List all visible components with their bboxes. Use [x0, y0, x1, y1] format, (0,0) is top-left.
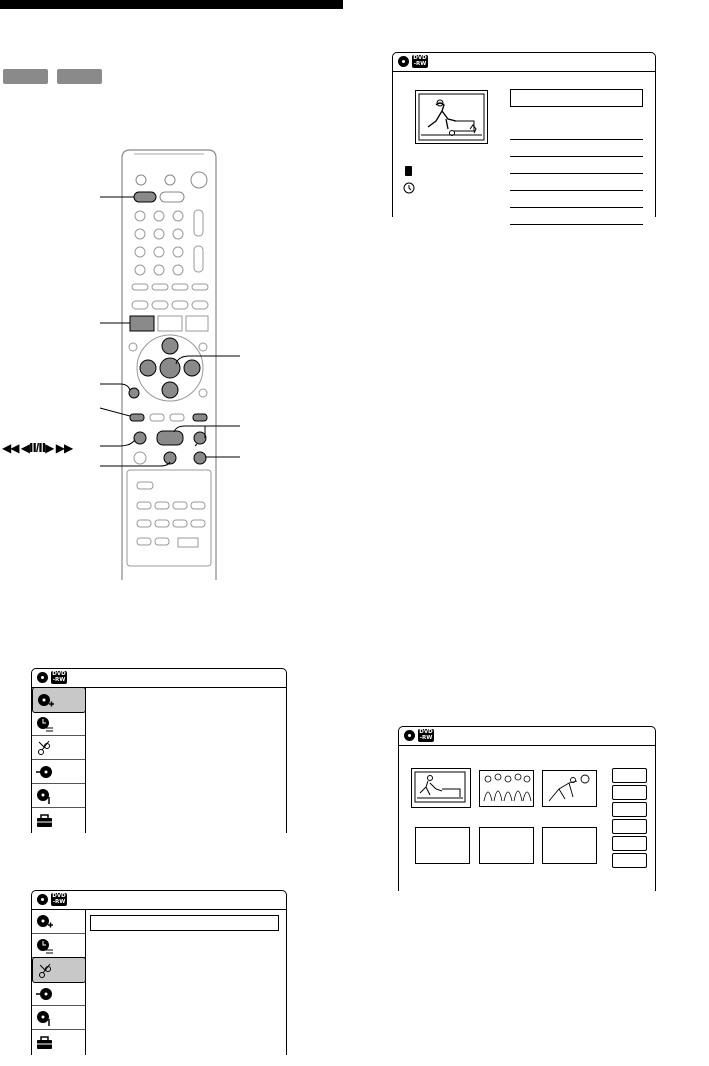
menu-item-setup[interactable] [32, 807, 85, 831]
menu-sidebar [32, 909, 86, 1055]
disc-icon [37, 894, 48, 905]
title-name-field[interactable] [510, 89, 643, 107]
list-row [510, 140, 643, 157]
remote-control-illustration [0, 140, 245, 580]
menu-screen-1 [31, 668, 287, 833]
dvd-rw-logo: DVD -RW [52, 893, 66, 905]
submenu-field[interactable] [90, 915, 279, 931]
dvd-rw-logo: DVD -RW [413, 55, 427, 67]
thumbnail-empty[interactable] [479, 827, 534, 864]
disc-pin-icon [35, 786, 55, 806]
disc-icon [404, 730, 415, 741]
disc-plus-icon [36, 691, 56, 711]
menu-item-timer[interactable] [32, 933, 85, 958]
screen-header [32, 669, 286, 688]
arrow-disc-icon [35, 762, 55, 782]
toolbox-icon [35, 1032, 55, 1052]
info-list [510, 123, 643, 225]
side-option-button[interactable] [612, 768, 647, 783]
disc-type-tag [57, 69, 102, 84]
menu-item-edit[interactable] [32, 957, 86, 983]
thumbnail-selected[interactable] [411, 768, 471, 808]
section-title-bar [0, 0, 343, 9]
clock-icon [403, 182, 415, 194]
menu-item-edit[interactable] [32, 735, 85, 760]
menu-item-disc-plus[interactable] [32, 687, 86, 713]
screen-header [32, 891, 286, 910]
menu-item-setup[interactable] [32, 1029, 85, 1053]
clock-disc-icon [35, 714, 55, 734]
menu-item-disc-plus[interactable] [32, 909, 85, 934]
menu-sidebar [32, 687, 86, 833]
disc-icon [398, 56, 409, 67]
list-row [510, 157, 643, 174]
goalkeeper-picture [543, 771, 596, 806]
list-row [510, 191, 643, 208]
side-option-button[interactable] [612, 785, 647, 800]
title-list-screen [398, 726, 656, 891]
menu-item-timer[interactable] [32, 711, 85, 736]
screen-header [399, 727, 655, 746]
list-row [510, 208, 643, 225]
side-option-button[interactable] [612, 802, 647, 817]
disc-plus-icon [35, 912, 55, 932]
disc-icon [37, 672, 48, 683]
menu-item-dubbing[interactable] [32, 981, 85, 1006]
menu-screen-2 [31, 890, 287, 1055]
soccer-player-picture [416, 91, 487, 143]
playback-buttons-label: ◀◀ ◀Ⅱ/Ⅱ▶ ▶▶ [2, 441, 73, 455]
soccer-player-picture [412, 769, 468, 805]
scissors-icon [35, 738, 55, 758]
thumbnail-empty[interactable] [415, 827, 470, 864]
menu-item-disc-setting[interactable] [32, 783, 85, 808]
list-row [510, 123, 643, 140]
side-option-button[interactable] [612, 853, 647, 868]
clock-disc-icon [35, 936, 55, 956]
dvd-rw-logo: DVD -RW [52, 671, 66, 683]
dvd-rw-logo: DVD -RW [419, 729, 433, 741]
disc-pin-icon [35, 1008, 55, 1028]
title-number-icon [405, 166, 412, 176]
disc-type-tag [3, 69, 48, 84]
scissors-icon [36, 961, 56, 981]
thumbnail[interactable] [542, 770, 597, 807]
list-row [510, 174, 643, 191]
crowd-picture [480, 771, 533, 806]
title-info-screen [392, 52, 656, 217]
side-option-button[interactable] [612, 819, 647, 834]
side-option-button[interactable] [612, 836, 647, 851]
arrow-disc-icon [35, 984, 55, 1004]
thumbnail-empty[interactable] [542, 827, 597, 864]
toolbox-icon [35, 810, 55, 830]
thumbnail[interactable] [479, 770, 534, 807]
screen-header [393, 53, 655, 72]
title-thumbnail[interactable] [415, 90, 488, 144]
menu-item-dubbing[interactable] [32, 759, 85, 784]
menu-item-disc-setting[interactable] [32, 1005, 85, 1030]
